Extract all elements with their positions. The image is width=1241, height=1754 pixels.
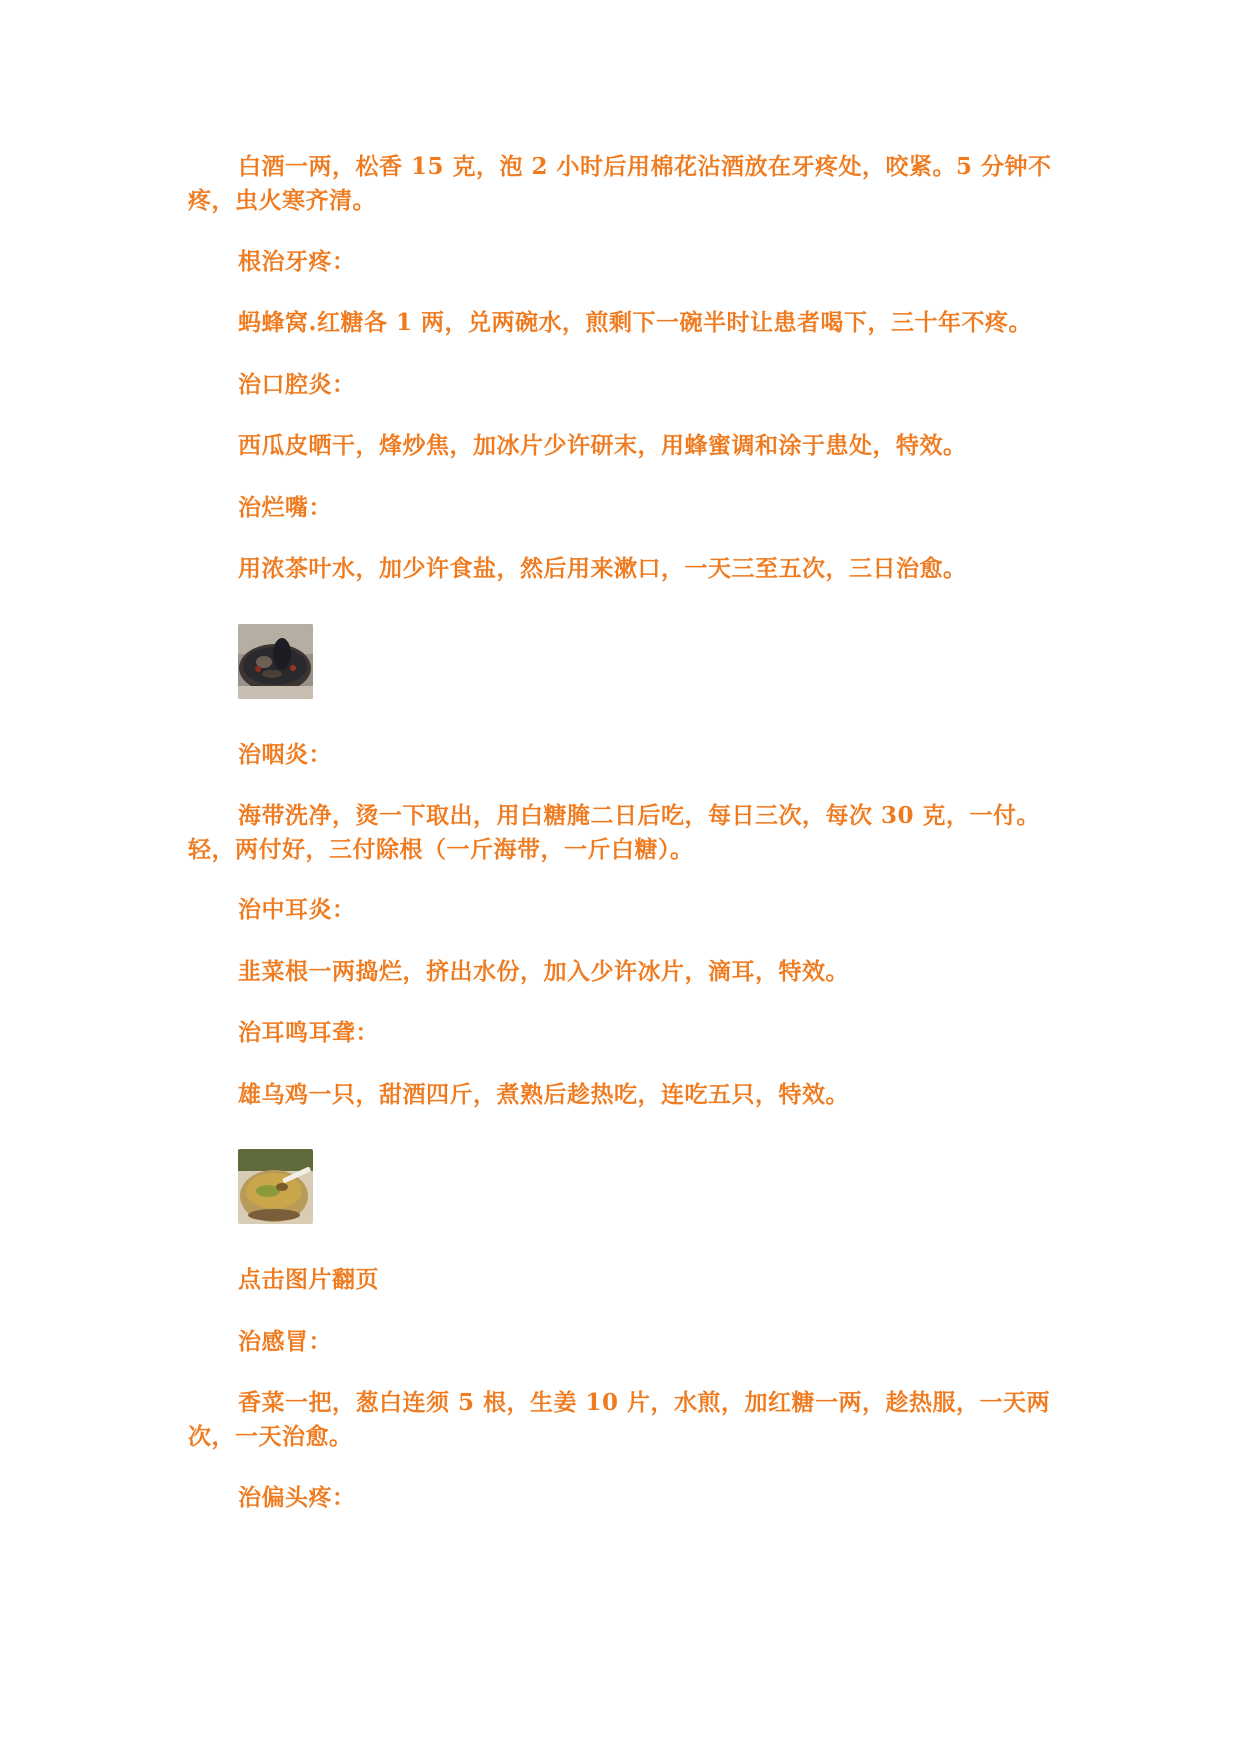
heading-otitis-media: 治中耳炎：: [238, 896, 356, 923]
paragraph-leek-root-remedy: 韭菜根一两捣烂，挤出水份，加入少许冰片，滴耳，特效。: [238, 958, 849, 985]
heading-pharyngitis: 治咽炎：: [238, 741, 332, 768]
black-chicken-soup-icon: [238, 624, 313, 699]
paragraph-toothache-remedy: 白酒一两，松香 15 克，泡 2 小时后用棉花沾酒放在牙疼处，咬紧。5 分钟不疼，虫火寒齐清。: [188, 153, 1052, 214]
paragraph-coriander-remedy: 香菜一把，葱白连须 5 根，生姜 10 片，水煎，加红糖一两，趁热服，一天两次，一天治愈。: [188, 1389, 1051, 1450]
paragraph-wasp-nest-remedy: 蚂蜂窝.红糖各 1 两，兑两碗水，煎剩下一碗半时让患者喝下，三十年不疼。: [238, 309, 1033, 336]
heading-cure-toothache: 根治牙疼：: [238, 248, 356, 275]
paragraph-kelp-remedy: 海带洗净，烫一下取出，用白糖腌二日后吃，每日三次，每次 30 克，一付。轻，两付好，三付除根（一斤海带，一斤白糖）。: [188, 802, 1041, 863]
heading-mouth-sores: 治烂嘴：: [238, 494, 332, 521]
paragraph-watermelon-rind-remedy: 西瓜皮晒干，烽炒焦，加冰片少许研末，用蜂蜜调和涂于患处，特效。: [238, 432, 967, 459]
heading-cold: 治感冒：: [238, 1328, 332, 1355]
paragraph-tea-rinse-remedy: 用浓茶叶水，加少许食盐，然后用来漱口，一天三至五次，三日治愈。: [238, 555, 967, 582]
black-chicken-soup-photo[interactable]: [238, 624, 313, 699]
caption-click-to-turn-page[interactable]: 点击图片翻页: [238, 1266, 379, 1293]
herbal-soup-photo[interactable]: [238, 1149, 313, 1224]
heading-migraine: 治偏头疼：: [238, 1484, 356, 1511]
paragraph-black-chicken-remedy: 雄乌鸡一只，甜酒四斤，煮熟后趁热吃，连吃五只，特效。: [238, 1081, 849, 1108]
herbal-soup-bowl-icon: [238, 1149, 313, 1224]
heading-tinnitus-deafness: 治耳鸣耳聋：: [238, 1019, 379, 1046]
heading-stomatitis: 治口腔炎：: [238, 371, 356, 398]
